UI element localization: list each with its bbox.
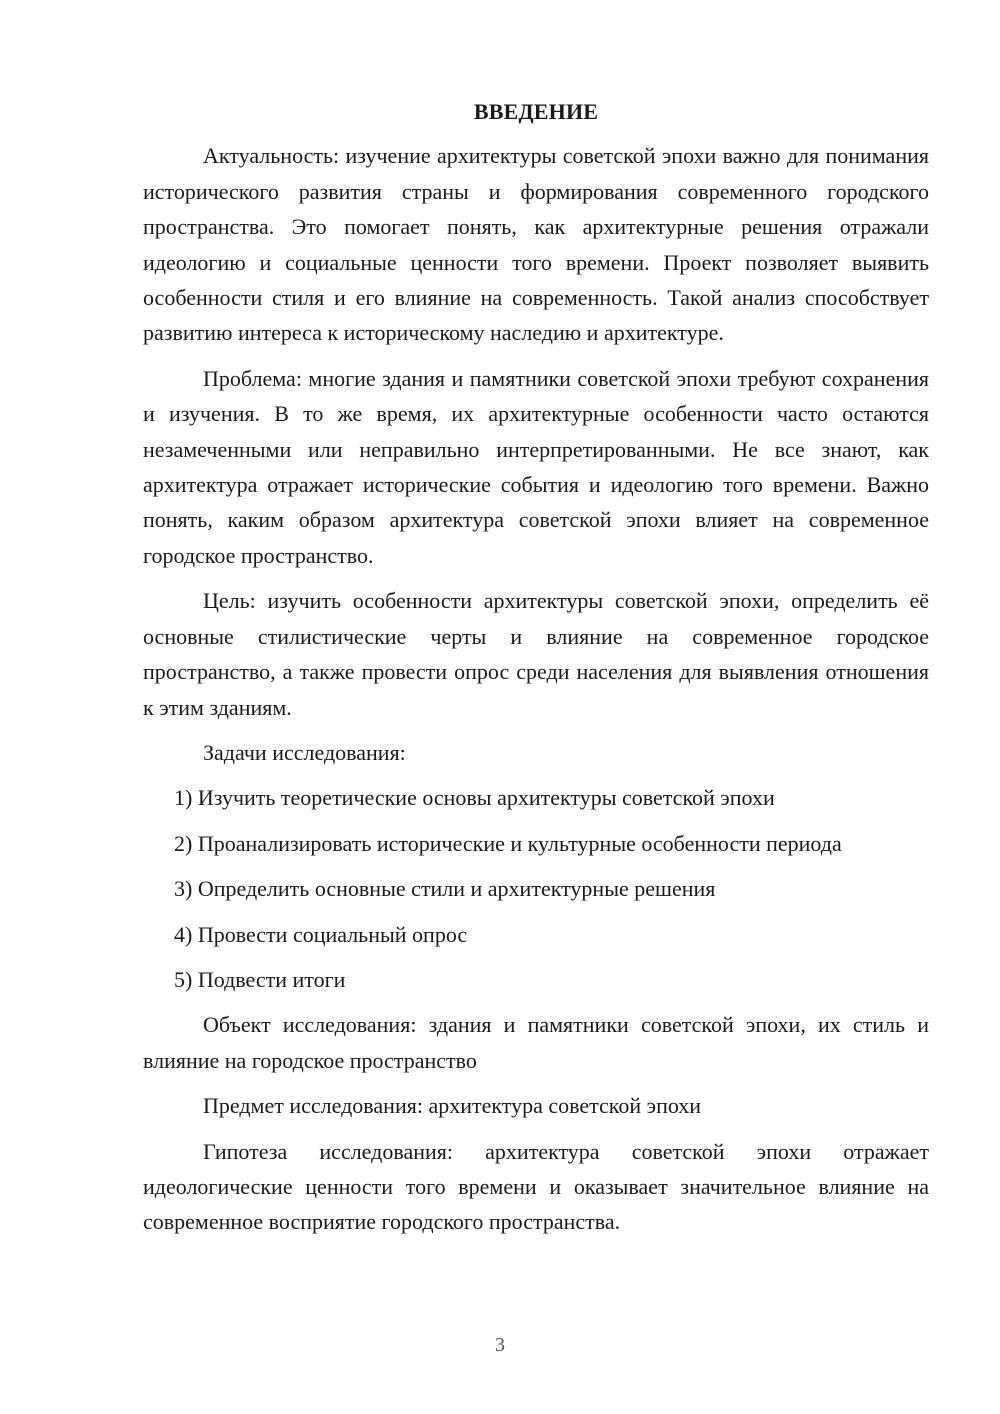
task-item: 4) Провести социальный опрос xyxy=(174,921,468,947)
task-item: 5) Подвести итоги xyxy=(174,966,346,992)
page-title: ВВЕДЕНИЕ xyxy=(473,99,599,124)
goal-paragraph: Цель: изучить особенности архитектуры советской эпохи, определить её основные стилистические черты и влияние на современное городское пространство, а также провести опрос среди населения для выявления отношения к этим зданиям. xyxy=(143,588,929,720)
relevance-paragraph: Актуальность: изучение архитектуры советской эпохи важно для понимания исторического развития страны и формирования современного городского пространства. Это помогает понять, как архитектурные решения отражали идеологию и социальные ценности того времени. Проект позволяет выявить особенности стиля и его влияние на современность. Такой анализ способствует развитию интереса к историческому наследию и архитектуре. xyxy=(143,143,929,346)
task-item: 2) Проанализировать исторические и культурные особенности периода xyxy=(174,830,842,856)
subject-paragraph: Предмет исследования: архитектура советской эпохи xyxy=(203,1093,702,1119)
hypothesis-paragraph: Гипотеза исследования: архитектура советской эпохи отражает идеологические ценности того времени и оказывает значительное влияние на современное восприятие городского пространства. xyxy=(143,1138,929,1235)
page-content xyxy=(143,94,929,1250)
problem-paragraph: Проблема: многие здания и памятники советской эпохи требуют сохранения и изучения. В то же время, их архитектурные особенности часто остаются незамеченными или неправильно интерпретированными. Не все знают, как архитектура отражает исторические события и идеологию того времени. Важно понять, каким образом архитектура советской эпохи влияет на современное городское пространство. xyxy=(143,365,929,568)
task-item: 3) Определить основные стили и архитектурные решения xyxy=(174,876,716,902)
tasks-heading: Задачи исследования: xyxy=(203,739,406,765)
page-number: 3 xyxy=(495,1334,505,1356)
object-paragraph: Объект исследования: здания и памятники советской эпохи, их стиль и влияние на городское пространство xyxy=(143,1012,929,1073)
task-item: 1) Изучить теоретические основы архитектуры советской эпохи xyxy=(174,785,775,811)
